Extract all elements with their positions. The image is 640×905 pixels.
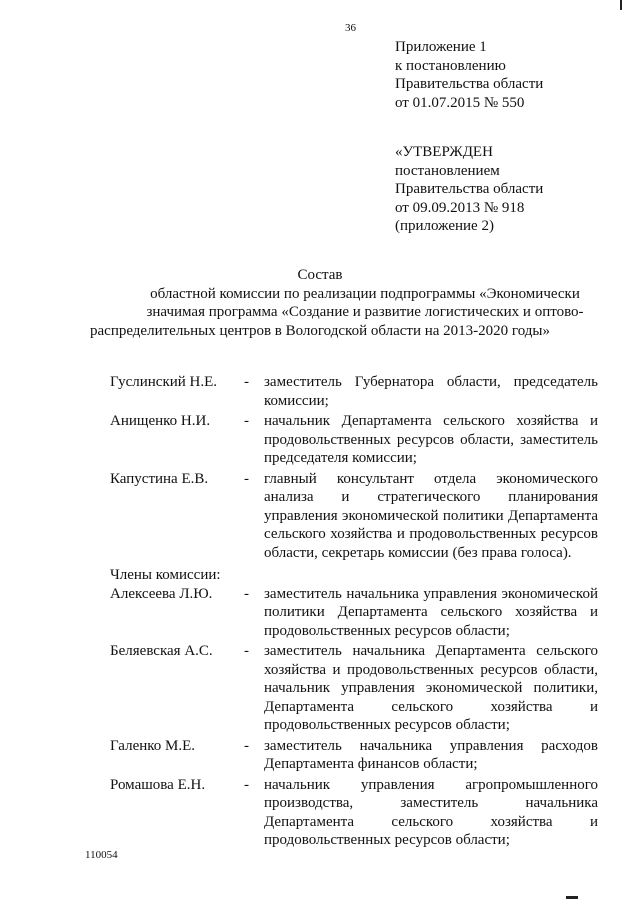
member-name: Алексеева Л.Ю.: [110, 585, 213, 602]
member-role: заместитель Губернатора области, председатель комиссии;: [264, 374, 598, 409]
member-role: заместитель начальника управления экономической политики Департамента сельского хозяйства и продовольственных ресурсов области;: [264, 585, 598, 639]
page-number: 36: [345, 22, 356, 34]
member-dash: -: [244, 470, 249, 487]
member-role: начальник управления агропромышленного производства, заместитель начальника Департамента сельского хозяйства и продовольственных ресурсов области;: [264, 776, 598, 848]
member-role: начальник Департамента сельского хозяйства и продовольственных ресурсов области, заместитель председателя комиссии;: [264, 413, 598, 466]
approval-line: «УТВЕРЖДЕН: [395, 144, 493, 160]
member-name: Гуслинский Н.Е.: [110, 374, 218, 390]
corner-mark: [566, 896, 578, 899]
footer-code: 110054: [85, 849, 118, 861]
approval-line: (приложение 2): [395, 218, 494, 234]
member-role: заместитель начальника Департамента сельского хозяйства и продовольственных ресурсов области, начальник управления экономической политики, Департамента сельского хозяйства и продовольственных ресурсов области;: [264, 643, 598, 733]
commission-list: [110, 373, 598, 852]
approval-line: Правительства области: [395, 181, 544, 197]
document-title: [0, 266, 640, 340]
member-name: Капустина Е.В.: [110, 470, 209, 487]
appendix-line: к постановлению: [395, 57, 506, 74]
approval-line: от 09.09.2013 № 918: [395, 199, 525, 216]
member-name: Ромашова Е.Н.: [110, 776, 206, 793]
member-name: Галенко М.Е.: [110, 737, 196, 754]
member-dash: -: [244, 585, 249, 602]
appendix-block: [395, 38, 543, 112]
member-row: [110, 470, 598, 563]
approval-line: постановлением: [395, 162, 500, 179]
member-role: главный консультант отдела экономического анализа и стратегического планирования управления экономической политики Департамента сельского хозяйства и продовольственных ресурсов области, секретарь комиссии (без права голоса).: [264, 470, 598, 561]
title-heading: Состав: [297, 267, 343, 283]
title-line: областной комиссии по реализации подпрограммы «Экономически: [150, 285, 580, 302]
appendix-line: Правительства области: [395, 76, 544, 92]
member-row: [110, 642, 598, 735]
member-row: [110, 373, 598, 410]
member-row: [110, 412, 598, 468]
member-dash: -: [244, 737, 249, 754]
approval-block: [395, 143, 543, 236]
member-dash: -: [244, 776, 249, 793]
member-dash: -: [244, 413, 249, 429]
member-row: [110, 737, 598, 774]
appendix-line: Приложение 1: [395, 39, 487, 55]
title-line: распределительных центров в Вологодской области на 2013-2020 годы»: [90, 322, 550, 339]
corner-mark: [620, 0, 622, 10]
member-name: Беляевская А.С.: [110, 643, 213, 659]
member-dash: -: [244, 374, 249, 390]
title-line: значимая программа «Создание и развитие логистических и оптово-: [146, 304, 584, 320]
member-row: [110, 776, 598, 850]
member-role: заместитель начальника управления расходов Департамента финансов области;: [264, 737, 598, 772]
member-dash: -: [244, 643, 249, 659]
members-heading: Члены комиссии:: [110, 567, 221, 583]
appendix-line: от 01.07.2015 № 550: [395, 94, 525, 111]
member-row: [110, 585, 598, 641]
member-name: Анищенко Н.И.: [110, 413, 211, 429]
